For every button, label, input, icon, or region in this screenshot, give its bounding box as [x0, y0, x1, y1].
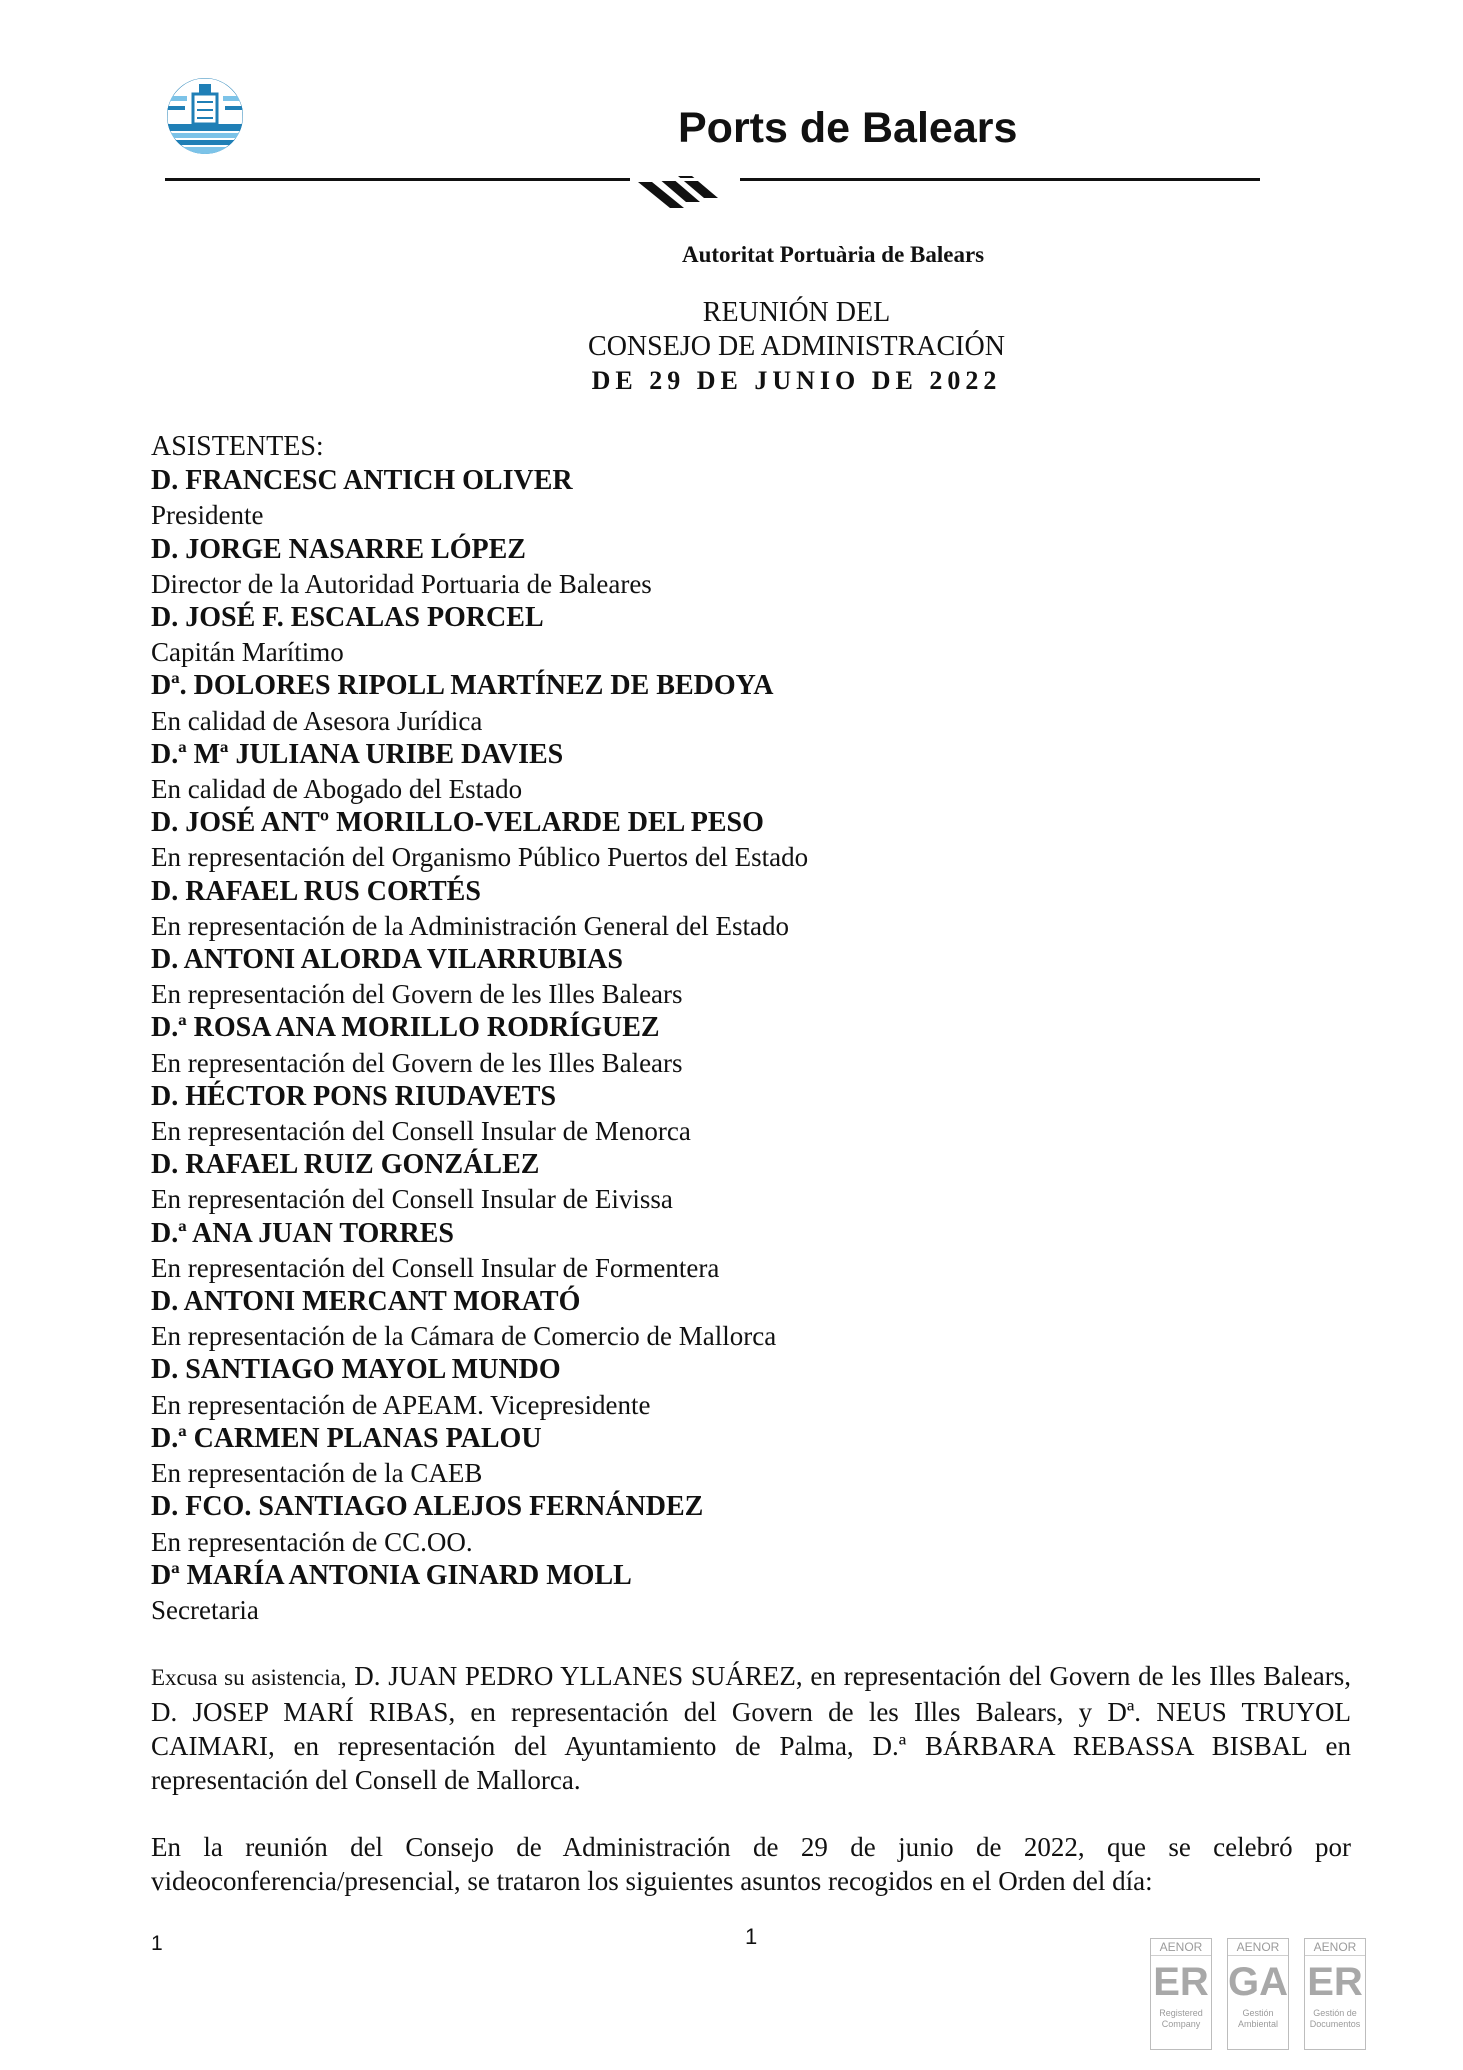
attendee-list: [151, 464, 1351, 1627]
attendee-role: En representación del Consell Insular de Formentera: [151, 1252, 720, 1283]
brand-name: Ports de Balears: [678, 104, 1018, 152]
attendee-name: Dª. DOLORES RIPOLL MARTÍNEZ DE BEDOYA: [151, 670, 774, 702]
attendee-role: En representación del Govern de les Illes Balears: [151, 979, 683, 1010]
attendee-name: D.ª ANA JUAN TORRES: [151, 1217, 454, 1249]
attendee-role: En calidad de Asesora Jurídica: [151, 705, 483, 736]
cert-mark: ER: [1153, 1960, 1209, 2004]
attendee-name: D. ANTONI MERCANT MORATÓ: [151, 1286, 581, 1318]
wave-mark-icon: [630, 168, 740, 218]
attendees-section: [151, 430, 1351, 1627]
excused-paragraph: [151, 1659, 1351, 1797]
attendee-role: En representación de la Cámara de Comercio de Mallorca: [151, 1321, 777, 1352]
cert-subtitle: Registered Company: [1159, 2008, 1203, 2029]
port-authority-name: Autoritat Portuària de Balears: [682, 242, 985, 267]
meeting-paragraph: En la reunión del Consejo de Administración de 29 de junio de 2022, que se celebró por videoconferencia/presencial, se trataron los siguientes asuntos recogidos en el Orden del día:: [151, 1832, 1351, 1896]
cert-mark: ER: [1307, 1960, 1363, 2004]
attendee-role: En representación de APEAM. Vicepresidente: [151, 1389, 651, 1420]
attendee-role: En representación de la CAEB: [151, 1458, 483, 1489]
attendee-name: D. RAFAEL RUIZ GONZÁLEZ: [151, 1149, 540, 1181]
attendee-name: D. JORGE NASARRE LÓPEZ: [151, 533, 526, 565]
page-number-center: 1: [745, 1924, 758, 1949]
attendee-name: D. ANTONI ALORDA VILARRUBIAS: [151, 944, 623, 976]
page-number-left: 1: [151, 1932, 163, 1955]
cert-mark: GA: [1228, 1960, 1288, 2004]
attendee-name: Dª MARÍA ANTONIA GINARD MOLL: [151, 1559, 632, 1591]
cert-subtitle: Gestión de Documentos: [1309, 2008, 1361, 2029]
attendee-name: D.ª Mª JULIANA URIBE DAVIES: [151, 738, 564, 770]
attendee-name: D. RAFAEL RUS CORTÉS: [151, 875, 481, 907]
attendee-role: En representación del Consell Insular de Eivissa: [151, 1184, 673, 1215]
title-line-2: CONSEJO DE ADMINISTRACIÓN: [588, 331, 1005, 362]
attendee-role: En representación de la Administración General del Estado: [151, 910, 790, 941]
aenor-environment-certification-icon: [1227, 1938, 1289, 2050]
title-line-3: DE 29 DE JUNIO DE 2022: [591, 366, 1002, 395]
excused-lead: Excusa su asistencia,: [151, 1665, 347, 1690]
attendee-name: D. HÉCTOR PONS RIUDAVETS: [151, 1080, 557, 1112]
attendee-role: En representación de CC.OO.: [151, 1526, 473, 1557]
attendee-name: D. JOSÉ ANTº MORILLO-VELARDE DEL PESO: [151, 807, 764, 839]
aenor-documents-certification-icon: [1304, 1938, 1366, 2050]
attendee-name: D. FCO. SANTIAGO ALEJOS FERNÁNDEZ: [151, 1491, 704, 1523]
attendee-role: En calidad de Abogado del Estado: [151, 774, 523, 805]
cert-brand: AENOR: [1228, 1939, 1288, 1956]
attendee-role: Capitán Marítimo: [151, 637, 344, 668]
excused-text: D. JUAN PEDRO YLLANES SUÁREZ, en representación del Govern de les Illes Balears, D. JOSEP MARÍ RIBAS, en representación del Govern de les Illes Balears, y Dª. NEUS TRUYOL CAIMARI, en representación del Ayuntamiento de Palma, D.ª BÁRBARA REBASSA BISBAL en representación del Consell de Mallorca.: [151, 1661, 1351, 1795]
attendee-role: En representación del Consell Insular de Menorca: [151, 1116, 691, 1147]
ports-de-balears-logo-icon: [165, 76, 245, 156]
attendee-role: Presidente: [151, 500, 264, 531]
attendees-heading: ASISTENTES:: [151, 431, 324, 462]
cert-brand: AENOR: [1151, 1939, 1211, 1956]
attendee-name: D.ª ROSA ANA MORILLO RODRÍGUEZ: [151, 1012, 660, 1044]
attendee-role: En representación del Govern de les Illes Balears: [151, 1047, 683, 1078]
aenor-er-certification-icon: [1150, 1938, 1212, 2050]
attendee-name: D. JOSÉ F. ESCALAS PORCEL: [151, 602, 544, 634]
attendee-role: En representación del Organismo Público Puertos del Estado: [151, 842, 809, 873]
cert-subtitle: Gestión Ambiental: [1237, 2008, 1279, 2029]
title-line-1: REUNIÓN DEL: [702, 297, 891, 328]
attendee-name: D. SANTIAGO MAYOL MUNDO: [151, 1354, 561, 1386]
cert-brand: AENOR: [1305, 1939, 1365, 1956]
document-title: [0, 296, 1463, 398]
attendee-name: D.ª CARMEN PLANAS PALOU: [151, 1422, 542, 1454]
attendee-name: D. FRANCESC ANTICH OLIVER: [151, 465, 573, 497]
attendee-role: Director de la Autoridad Portuaria de Baleares: [151, 568, 652, 599]
attendee-role: Secretaria: [151, 1594, 259, 1625]
